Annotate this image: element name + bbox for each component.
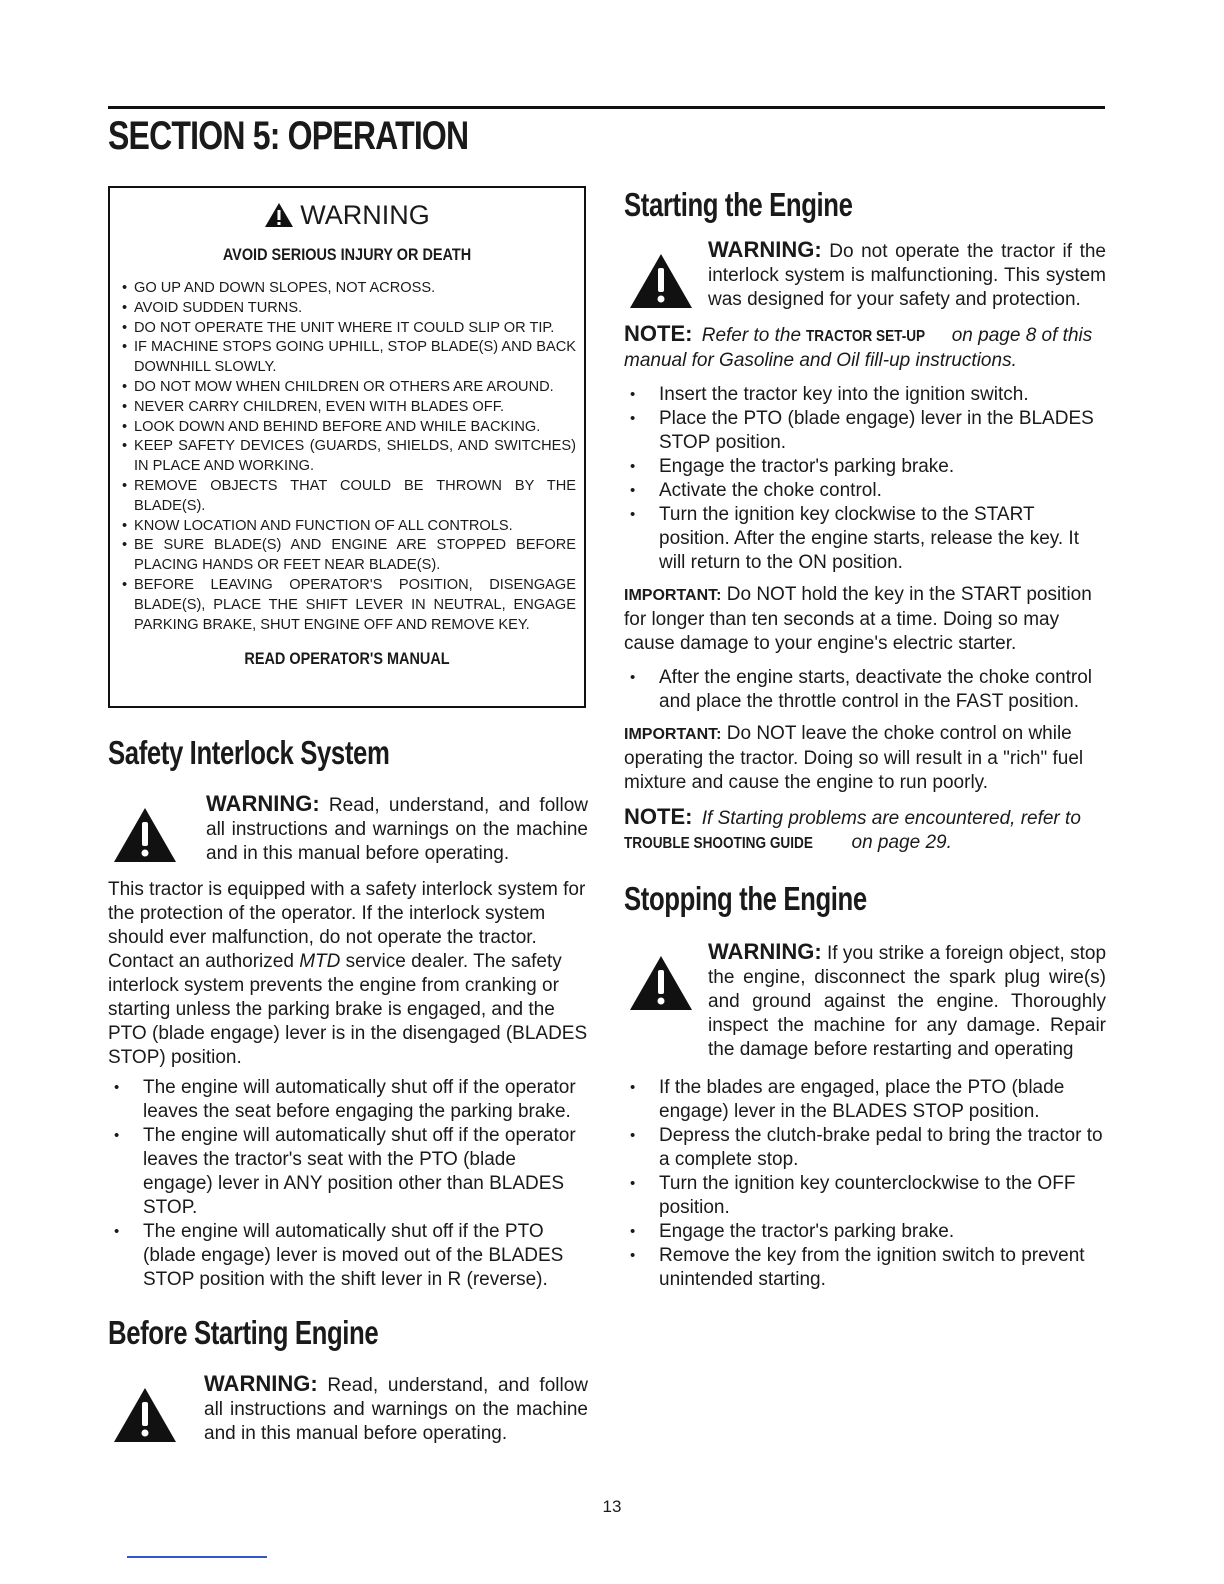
- list-item: • AVOID SUDDEN TURNS.: [122, 299, 576, 319]
- list-item: • NEVER CARRY CHILDREN, EVEN WITH BLADES OFF.: [122, 398, 576, 418]
- warning-triangle-icon: [264, 202, 294, 235]
- section-title: SECTION 5: OPERATION: [108, 114, 469, 158]
- warning-text: Do not operate the tractor if the interlock system is malfunctioning. This system was designed for your safety and protection.: [708, 241, 1106, 310]
- list-item: • LOOK DOWN AND BEHIND BEFORE AND WHILE BACKING.: [122, 418, 576, 438]
- warning-label: WARNING:: [708, 939, 822, 964]
- warning-label: WARNING:: [206, 791, 320, 816]
- list-item: • If the blades are engaged, place the PTO (blade engage) lever in the BLADES STOP position.: [624, 1076, 1106, 1124]
- warning-box-footer: READ OPERATOR'S MANUAL: [244, 649, 450, 669]
- left-column: [108, 186, 588, 1446]
- starting-engine-warning: [624, 238, 1106, 312]
- before-starting-warning: [108, 1372, 588, 1446]
- warning-triangle-icon: [628, 252, 694, 317]
- warning-text: If you strike a foreign object, stop the engine, disconnect the spark plug wire(s) and ground against the engine. Thoroughly inspect the machine for any damage. Repair the damage before restarting and operating: [708, 943, 1107, 1060]
- list-item: • REMOVE OBJECTS THAT COULD BE THROWN BY THE BLADE(S).: [122, 477, 576, 517]
- warning-box: [108, 186, 586, 708]
- trouble-shooting-note: [624, 805, 1106, 856]
- list-item: • The engine will automatically shut off if the PTO (blade engage) lever is moved out of the BLADES STOP position with the shift lever in R (reverse).: [108, 1220, 588, 1292]
- list-item: • BE SURE BLADE(S) AND ENGINE ARE STOPPED BEFORE PLACING HANDS OR FEET NEAR BLADE(S).: [122, 536, 576, 576]
- important-text: Do NOT leave the choke control on while operating the tractor. Doing so will result in a "rich" fuel mixture and cause the engine to run poorly.: [624, 723, 1084, 793]
- before-starting-title: Before Starting Engine: [108, 1314, 379, 1351]
- list-item: • Turn the ignition key counterclockwise to the OFF position.: [624, 1172, 1106, 1220]
- safety-interlock-warning: [108, 792, 588, 866]
- starting-engine-list-2: [624, 666, 1106, 714]
- list-item: • Turn the ignition key clockwise to the START position. After the engine starts, release the key. It will return to the ON position.: [624, 503, 1106, 575]
- list-item: • The engine will automatically shut off if the operator leaves the seat before engaging the parking brake.: [108, 1076, 588, 1124]
- important-label: IMPORTANT:: [624, 587, 722, 604]
- note-reference: TROUBLE SHOOTING GUIDE: [624, 835, 813, 852]
- blue-rule: [127, 1556, 267, 1558]
- list-item: • Activate the choke control.: [624, 479, 1106, 503]
- important-label: IMPORTANT:: [624, 726, 722, 743]
- stopping-engine-title: Stopping the Engine: [624, 880, 867, 917]
- list-item: • KEEP SAFETY DEVICES (GUARDS, SHIELDS, AND SWITCHES) IN PLACE AND WORKING.: [122, 437, 576, 477]
- warning-box-subheading: AVOID SERIOUS INJURY OR DEATH: [222, 245, 472, 264]
- page-number: 13: [602, 1497, 622, 1516]
- list-item: • Engage the tractor's parking brake.: [624, 1220, 1106, 1244]
- list-item: • DO NOT OPERATE THE UNIT WHERE IT COULD SLIP OR TIP.: [122, 319, 576, 339]
- starting-engine-title: Starting the Engine: [624, 186, 853, 223]
- body-text: This tractor is equipped with a safety interlock system for the protection of the operator. If the interlock system should ever malfunction, do not operate the tractor. Contact an authorized: [108, 879, 586, 972]
- list-item: • Engage the tractor's parking brake.: [624, 455, 1106, 479]
- note-label: NOTE:: [624, 804, 693, 829]
- list-item: • Remove the key from the ignition switch to prevent unintended starting.: [624, 1244, 1106, 1292]
- warning-triangle-icon: [112, 1386, 178, 1451]
- important-text: Do NOT hold the key in the START position for longer than ten seconds at a time. Doing so may cause damage to your engine's electric starter.: [624, 584, 1092, 654]
- warning-heading-text: WARNING: [300, 200, 430, 230]
- top-rule: [108, 106, 1105, 109]
- list-item: • DO NOT MOW WHEN CHILDREN OR OTHERS ARE AROUND.: [122, 378, 576, 398]
- note-text: Refer to the: [701, 325, 802, 346]
- right-column: [624, 186, 1106, 1292]
- note-reference: TRACTOR SET-UP: [806, 328, 926, 345]
- list-item: • IF MACHINE STOPS GOING UPHILL, STOP BLADE(S) AND BACK DOWNHILL SLOWLY.: [122, 338, 576, 378]
- body-text: service dealer. The safety interlock system prevents the engine from cranking or starting unless the parking brake is engaged, and the PTO (blade engage) lever is in the disengaged (BLADES STOP) position.: [108, 951, 588, 1068]
- warning-triangle-icon: [628, 954, 694, 1019]
- starting-engine-list: [624, 383, 1106, 575]
- list-item: • Depress the clutch-brake pedal to bring the tractor to a complete stop.: [624, 1124, 1106, 1172]
- important-note: [624, 722, 1106, 795]
- warning-label: WARNING:: [708, 237, 822, 262]
- safety-interlock-body: [108, 878, 588, 1070]
- list-item: • BEFORE LEAVING OPERATOR'S POSITION, DISENGAGE BLADE(S), PLACE THE SHIFT LEVER IN NEUTRAL, ENGAGE PARKING BRAKE, SHUT ENGINE OFF AND REMOVE KEY.: [122, 576, 576, 635]
- note-text: If Starting problems are encountered, refer to: [701, 808, 1081, 829]
- warning-label: WARNING:: [204, 1371, 318, 1396]
- starting-engine-note: [624, 322, 1106, 373]
- safety-interlock-title: Safety Interlock System: [108, 734, 390, 771]
- warning-box-heading: [118, 200, 576, 235]
- list-item: • KNOW LOCATION AND FUNCTION OF ALL CONTROLS.: [122, 517, 576, 537]
- safety-interlock-list: [108, 1076, 588, 1292]
- list-item: • Place the PTO (blade engage) lever in the BLADES STOP position.: [624, 407, 1106, 455]
- note-label: NOTE:: [624, 321, 693, 346]
- note-text: on page 29.: [851, 832, 952, 853]
- warning-triangle-icon: [112, 806, 178, 871]
- note-text: on page 8 of this manual for Gasoline and Oil fill-up instructions.: [624, 325, 1093, 371]
- important-note: [624, 583, 1106, 656]
- stopping-engine-warning: [624, 940, 1106, 1062]
- warning-text: Read, understand, and follow all instructions and warnings on the machine and in this manual before operating.: [204, 1375, 589, 1444]
- warning-box-list: [118, 279, 576, 635]
- brand-name: MTD: [299, 951, 341, 972]
- stopping-engine-list: [624, 1076, 1106, 1292]
- list-item: • Insert the tractor key into the ignition switch.: [624, 383, 1106, 407]
- list-item: • GO UP AND DOWN SLOPES, NOT ACROSS.: [122, 279, 576, 299]
- warning-text: Read, understand, and follow all instructions and warnings on the machine and in this manual before operating.: [206, 795, 589, 864]
- list-item: • After the engine starts, deactivate the choke control and place the throttle control in the FAST position.: [624, 666, 1106, 714]
- list-item: • The engine will automatically shut off if the operator leaves the tractor's seat with the PTO (blade engage) lever in ANY position other than BLADES STOP.: [108, 1124, 588, 1220]
